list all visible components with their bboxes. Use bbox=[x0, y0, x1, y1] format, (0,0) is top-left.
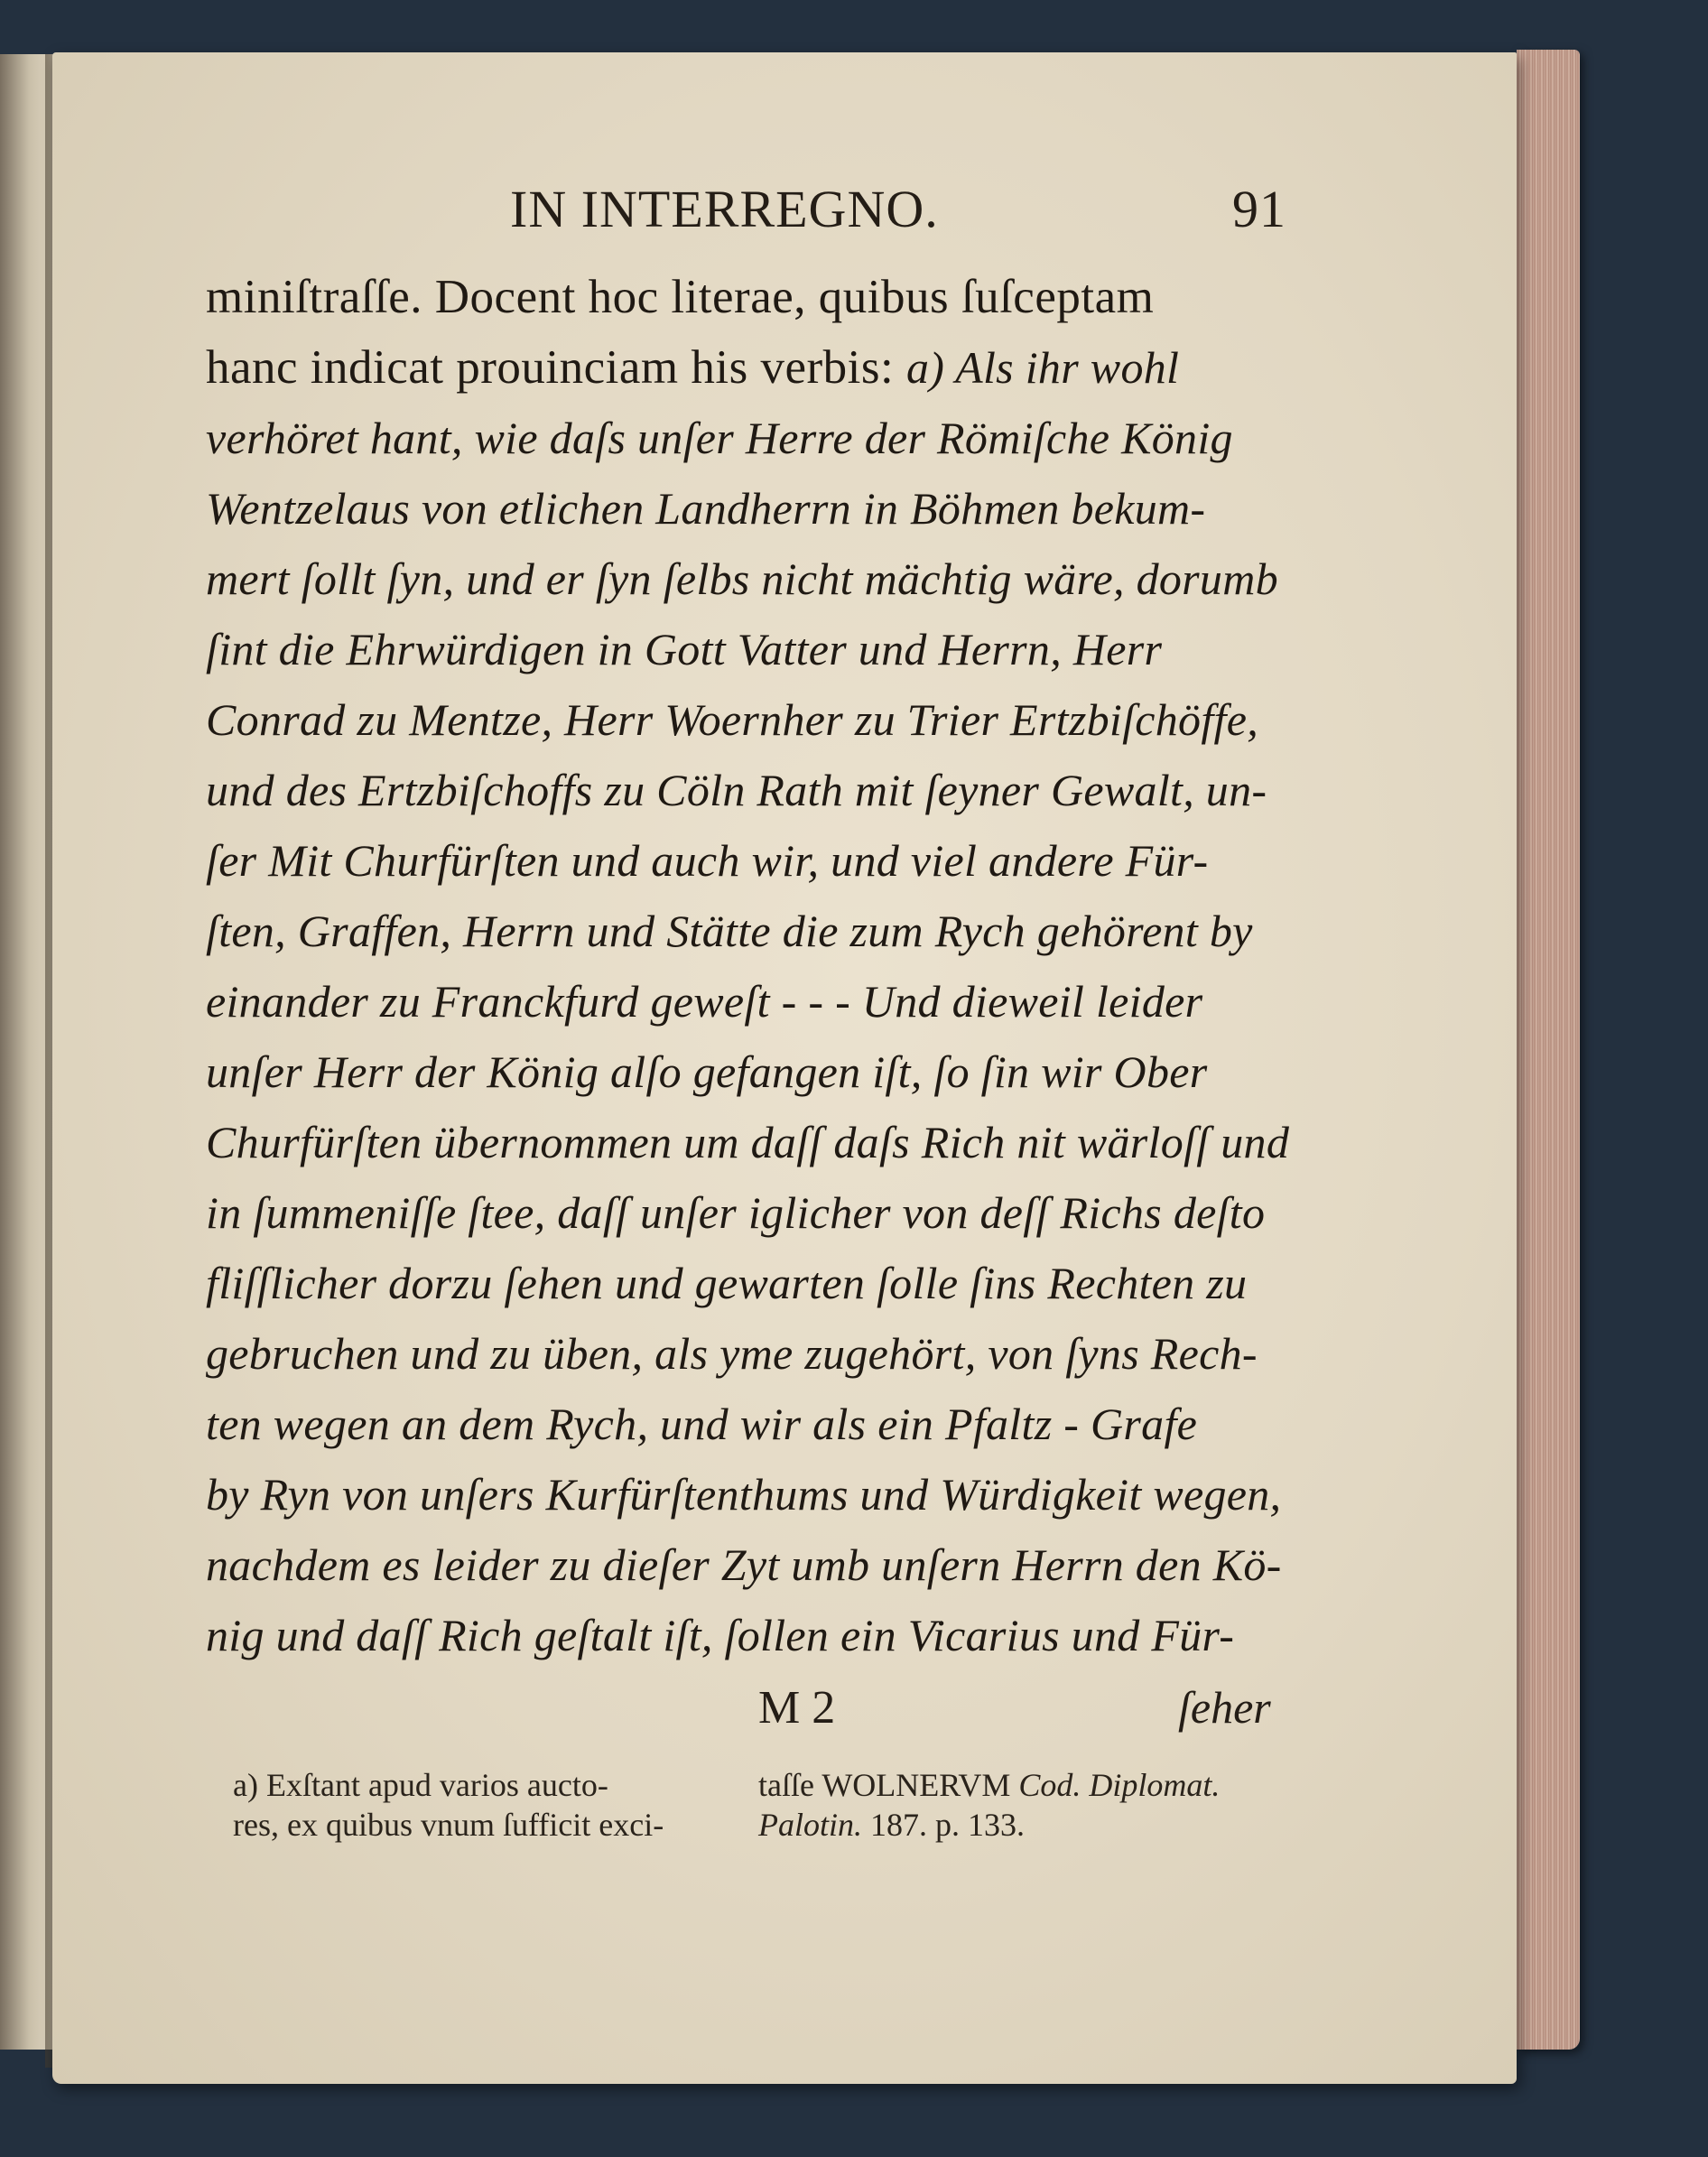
running-title: IN INTERREGNO. bbox=[510, 180, 939, 238]
text-line-4: Wentzelaus von etlichen Landherrn in Böhmen bekum- bbox=[206, 483, 1206, 534]
text-line-8: und des Ertzbiſchoffs zu Cöln Rath mit ſeyner Gewalt, un- bbox=[206, 765, 1267, 815]
text-line-15: fliſſlicher dorzu ſehen und gewarten ſolle ſins Rechten zu bbox=[206, 1258, 1248, 1308]
text-line-7: Conrad zu Mentze, Herr Woernher zu Trier Ertzbiſchöffe, bbox=[206, 694, 1259, 745]
text-line-12: unſer Herr der König alſo gefangen iſt, ſo ſin wir Ober bbox=[206, 1046, 1208, 1097]
footnote-left-line-2: res, ex quibus vnum ſufficit exci- bbox=[233, 1807, 664, 1843]
page-number: 91 bbox=[1232, 180, 1286, 238]
text-line-10: ſten, Graffen, Herrn und Stätte die zum Rych gehörent by bbox=[206, 906, 1253, 956]
footnote-right-line-2-italic: Palotin. bbox=[758, 1807, 862, 1843]
text-line-1: miniſtraſſe. Docent hoc literae, quibus ſuſceptam bbox=[206, 271, 1155, 323]
footnote-right-line-2 bbox=[758, 1805, 1300, 1845]
text-line-11: einander zu Franckfurd geweſt - - - Und dieweil leider bbox=[206, 976, 1203, 1027]
footnote-right-line-1-roman: taſſe WOLNERVM bbox=[758, 1767, 1019, 1803]
page-block-edge bbox=[1517, 50, 1580, 2050]
text-line-16: gebruchen und zu üben, als yme zugehört, von ſyns Rech- bbox=[206, 1328, 1258, 1379]
text-line-20: nig und daſſ Rich geſtalt iſt, ſollen ein Vicarius und Für- bbox=[206, 1610, 1235, 1660]
running-header bbox=[510, 179, 1286, 251]
footnote-right-line-1-italic: Cod. Diplomat. bbox=[1018, 1767, 1221, 1803]
text-line-18: by Ryn von unſers Kurfürſtenthums und Würdigkeit wegen, bbox=[206, 1469, 1282, 1520]
text-line-9: ſer Mit Churfürſten und auch wir, und viel andere Für- bbox=[206, 835, 1209, 886]
text-line-2-italic: a) Als ihr wohl bbox=[906, 342, 1180, 393]
text-line-13: Churfürſten übernommen um daſſ daſs Rich nit wärloſſ und bbox=[206, 1117, 1290, 1167]
footnote-left-line-1: a) Exſtant apud varios aucto- bbox=[233, 1767, 608, 1803]
text-line-17: ten wegen an dem Rych, und wir als ein Pfaltz - Grafe bbox=[206, 1399, 1198, 1449]
text-line-5: mert ſollt ſyn, und er ſyn ſelbs nicht mächtig wäre, dorumb bbox=[206, 553, 1278, 604]
footnote-right-line-1 bbox=[758, 1765, 1300, 1805]
text-line-6: ſint die Ehrwürdigen in Gott Vatter und Herrn, Herr bbox=[206, 624, 1163, 674]
text-line-19: nachdem es leider zu dieſer Zyt umb unſern Herrn den Kö- bbox=[206, 1539, 1282, 1590]
text-line-2-roman: hanc indicat prouinciam his verbis: bbox=[206, 341, 906, 394]
text-line-14: in ſummeniſſe ſtee, daſſ unſer iglicher von deſſ Richs deſto bbox=[206, 1187, 1266, 1238]
text-line-3: verhöret hant, wie daſs unſer Herre der Römiſche König bbox=[206, 413, 1233, 463]
footnote-right-line-2-roman: 187. p. 133. bbox=[862, 1807, 1025, 1843]
text-line-2 bbox=[206, 339, 1289, 395]
signature-mark: M 2 bbox=[758, 1682, 836, 1734]
catchword: ſeher bbox=[1178, 1682, 1271, 1733]
